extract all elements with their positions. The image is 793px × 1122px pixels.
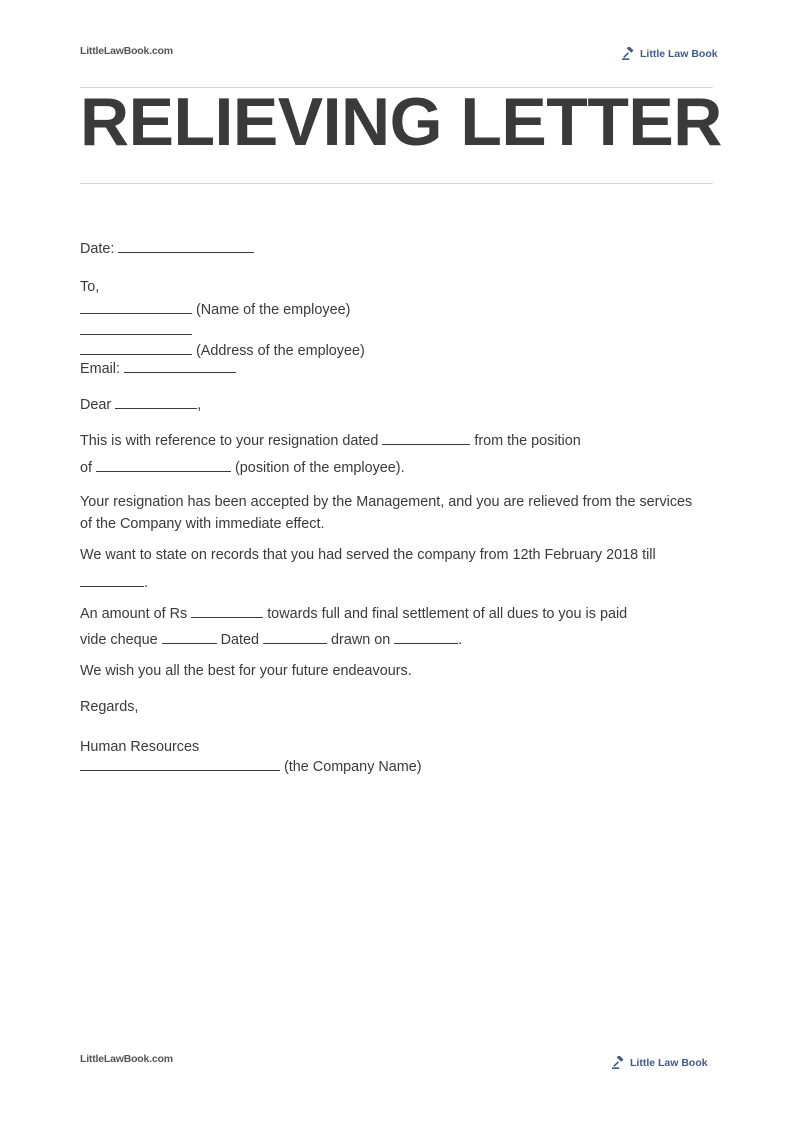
served-line: We want to state on records that you had served the company from 12th February 2018 till — [80, 547, 656, 563]
date-line — [80, 240, 254, 258]
brand-name: Little Law Book — [640, 47, 718, 60]
dear-label: Dear — [80, 397, 112, 413]
cheque-line — [80, 631, 462, 649]
date-label: Date: — [80, 241, 115, 257]
salutation-comma: , — [197, 397, 202, 413]
till-date-blank — [80, 574, 144, 587]
bank-blank — [394, 631, 458, 644]
company-blank — [80, 758, 280, 771]
gavel-icon — [622, 47, 635, 60]
cheque-period: . — [458, 632, 463, 648]
title-divider — [80, 183, 713, 184]
reference-line-1 — [80, 432, 581, 450]
to-line: To, — [80, 279, 100, 295]
name-line — [80, 301, 350, 319]
vide-label: vide cheque — [80, 632, 158, 648]
site-url-header: LittleLawBook.com — [80, 45, 173, 57]
address-line-2 — [80, 342, 365, 360]
brand-name: Little Law Book — [630, 1056, 708, 1069]
amount-text-2: towards full and final settlement of all dues to you is paid — [267, 606, 628, 622]
reference-line-2 — [80, 459, 405, 477]
site-url-footer: LittleLawBook.com — [80, 1053, 173, 1065]
amount-blank — [191, 605, 263, 618]
ref-text-2: from the position — [474, 433, 581, 449]
position-blank — [96, 459, 231, 472]
brand-logo-header — [622, 47, 718, 60]
cheque-date-blank — [263, 631, 327, 644]
date-blank — [118, 240, 254, 253]
hr-line: Human Resources — [80, 739, 200, 755]
resignation-date-blank — [382, 432, 470, 445]
email-line — [80, 360, 236, 378]
of-label: of — [80, 460, 93, 476]
accepted-line-1: Your resignation has been accepted by the Management, and you are relieved from the services — [80, 494, 693, 510]
address-line-1 — [80, 322, 192, 340]
email-label: Email: — [80, 361, 120, 377]
gavel-icon — [612, 1056, 625, 1069]
address-hint: (Address of the employee) — [196, 343, 365, 359]
name-blank — [80, 301, 192, 314]
brand-logo-footer — [612, 1056, 708, 1069]
amount-text-1: An amount of Rs — [80, 606, 188, 622]
salutation-line — [80, 396, 201, 414]
address-blank-2 — [80, 342, 192, 355]
drawn-label: drawn on — [331, 632, 391, 648]
accepted-line-2: of the Company with immediate effect. — [80, 516, 325, 532]
regards-line: Regards, — [80, 699, 139, 715]
name-hint: (Name of the employee) — [196, 302, 351, 318]
company-line — [80, 758, 422, 776]
served-end-line — [80, 574, 148, 592]
position-hint: (position of the employee). — [235, 460, 405, 476]
cheque-blank — [162, 631, 217, 644]
page-title: RELIEVING LETTER — [80, 84, 722, 160]
amount-line — [80, 605, 627, 623]
company-hint: (the Company Name) — [284, 759, 422, 775]
email-blank — [124, 360, 236, 373]
address-blank-1 — [80, 322, 192, 335]
ref-text-1: This is with reference to your resignation dated — [80, 433, 379, 449]
wish-line: We wish you all the best for your future endeavours. — [80, 663, 412, 679]
dear-blank — [115, 396, 197, 409]
dated-label: Dated — [220, 632, 260, 648]
served-period: . — [144, 575, 148, 591]
